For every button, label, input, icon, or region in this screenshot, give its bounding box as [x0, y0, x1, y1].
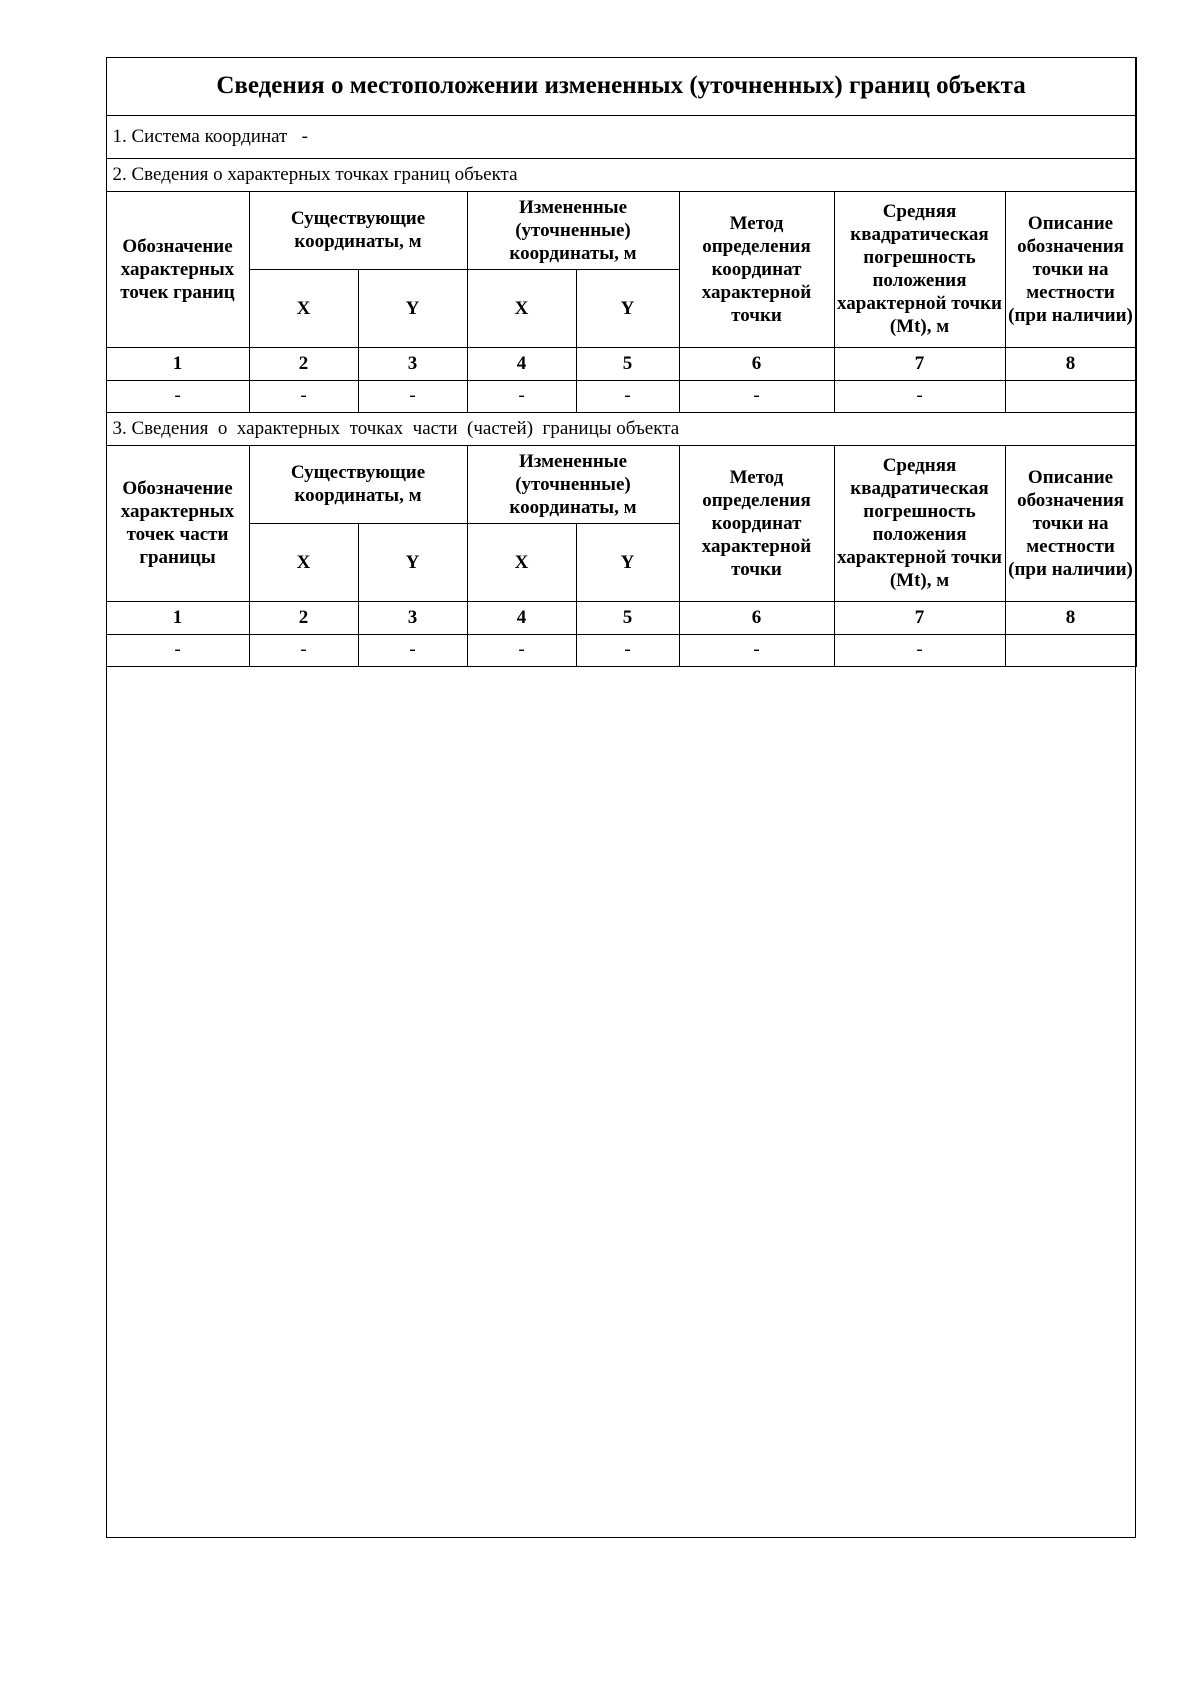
t1-header-description: Описание обозначения точки на местности (при наличии) — [1005, 191, 1136, 347]
section-3-label: 3. Сведения о характерных точках части (частей) границы объекта — [106, 412, 1136, 445]
t1-colnum: 6 — [679, 347, 834, 380]
table2-header-top — [106, 445, 1136, 523]
t1-column-numbers — [106, 347, 1136, 380]
table1-header-top — [106, 191, 1136, 269]
t1-colnum: 5 — [576, 347, 679, 380]
t1-cell: - — [679, 380, 834, 412]
t1-header-method: Метод определения координат характерной точки — [679, 191, 834, 347]
t2-header-description: Описание обозначения точки на местности (при наличии) — [1005, 445, 1136, 601]
t1-header-changed-x: X — [467, 269, 576, 347]
t1-colnum: 2 — [249, 347, 358, 380]
t2-header-designation: Обозначение характерных точек части границы — [106, 445, 249, 601]
t2-cell: - — [679, 634, 834, 666]
t2-colnum: 2 — [249, 601, 358, 634]
section-1-row — [106, 115, 1136, 158]
t1-cell: - — [249, 380, 358, 412]
table-row — [106, 634, 1136, 666]
t1-header-changed: Измененные (уточненные) координаты, м — [467, 191, 679, 269]
t1-cell: - — [106, 380, 249, 412]
coordinate-system-label: 1. Система координат - — [106, 115, 1136, 158]
t2-header-existing-x: X — [249, 523, 358, 601]
t2-colnum: 7 — [834, 601, 1005, 634]
t1-colnum: 8 — [1005, 347, 1136, 380]
title-row — [106, 57, 1136, 115]
section-3-row — [106, 412, 1136, 445]
t2-colnum: 5 — [576, 601, 679, 634]
t2-cell: - — [249, 634, 358, 666]
document-frame — [106, 57, 1136, 1538]
t2-header-error: Средняя квадратическая погрешность положения характерной точки (Mt), м — [834, 445, 1005, 601]
t2-colnum: 1 — [106, 601, 249, 634]
t1-colnum: 7 — [834, 347, 1005, 380]
t2-cell: - — [358, 634, 467, 666]
t2-header-existing-y: Y — [358, 523, 467, 601]
t2-cell — [1005, 634, 1136, 666]
t1-header-existing: Существующие координаты, м — [249, 191, 467, 269]
t2-colnum: 8 — [1005, 601, 1136, 634]
t1-cell: - — [576, 380, 679, 412]
t1-cell: - — [467, 380, 576, 412]
t1-cell: - — [358, 380, 467, 412]
table-row — [106, 380, 1136, 412]
t2-colnum: 6 — [679, 601, 834, 634]
section-2-row — [106, 158, 1136, 191]
t2-header-method: Метод определения координат характерной точки — [679, 445, 834, 601]
t2-cell: - — [576, 634, 679, 666]
t1-header-changed-y: Y — [576, 269, 679, 347]
t2-header-existing: Существующие координаты, м — [249, 445, 467, 523]
t1-colnum: 1 — [106, 347, 249, 380]
t2-colnum: 3 — [358, 601, 467, 634]
t1-colnum: 4 — [467, 347, 576, 380]
boundary-table — [106, 57, 1137, 667]
t2-cell: - — [467, 634, 576, 666]
t1-header-existing-x: X — [249, 269, 358, 347]
t2-header-changed: Измененные (уточненные) координаты, м — [467, 445, 679, 523]
t1-cell: - — [834, 380, 1005, 412]
t2-column-numbers — [106, 601, 1136, 634]
t1-header-designation: Обозначение характерных точек границ — [106, 191, 249, 347]
t2-colnum: 4 — [467, 601, 576, 634]
t2-header-changed-x: X — [467, 523, 576, 601]
t2-cell: - — [106, 634, 249, 666]
t2-header-changed-y: Y — [576, 523, 679, 601]
document-title: Сведения о местоположении измененных (уточненных) границ объекта — [106, 57, 1136, 115]
t2-cell: - — [834, 634, 1005, 666]
section-2-label: 2. Сведения о характерных точках границ объекта — [106, 158, 1136, 191]
t1-header-existing-y: Y — [358, 269, 467, 347]
t1-header-error: Средняя квадратическая погрешность положения характерной точки (Mt), м — [834, 191, 1005, 347]
t1-cell — [1005, 380, 1136, 412]
t1-colnum: 3 — [358, 347, 467, 380]
